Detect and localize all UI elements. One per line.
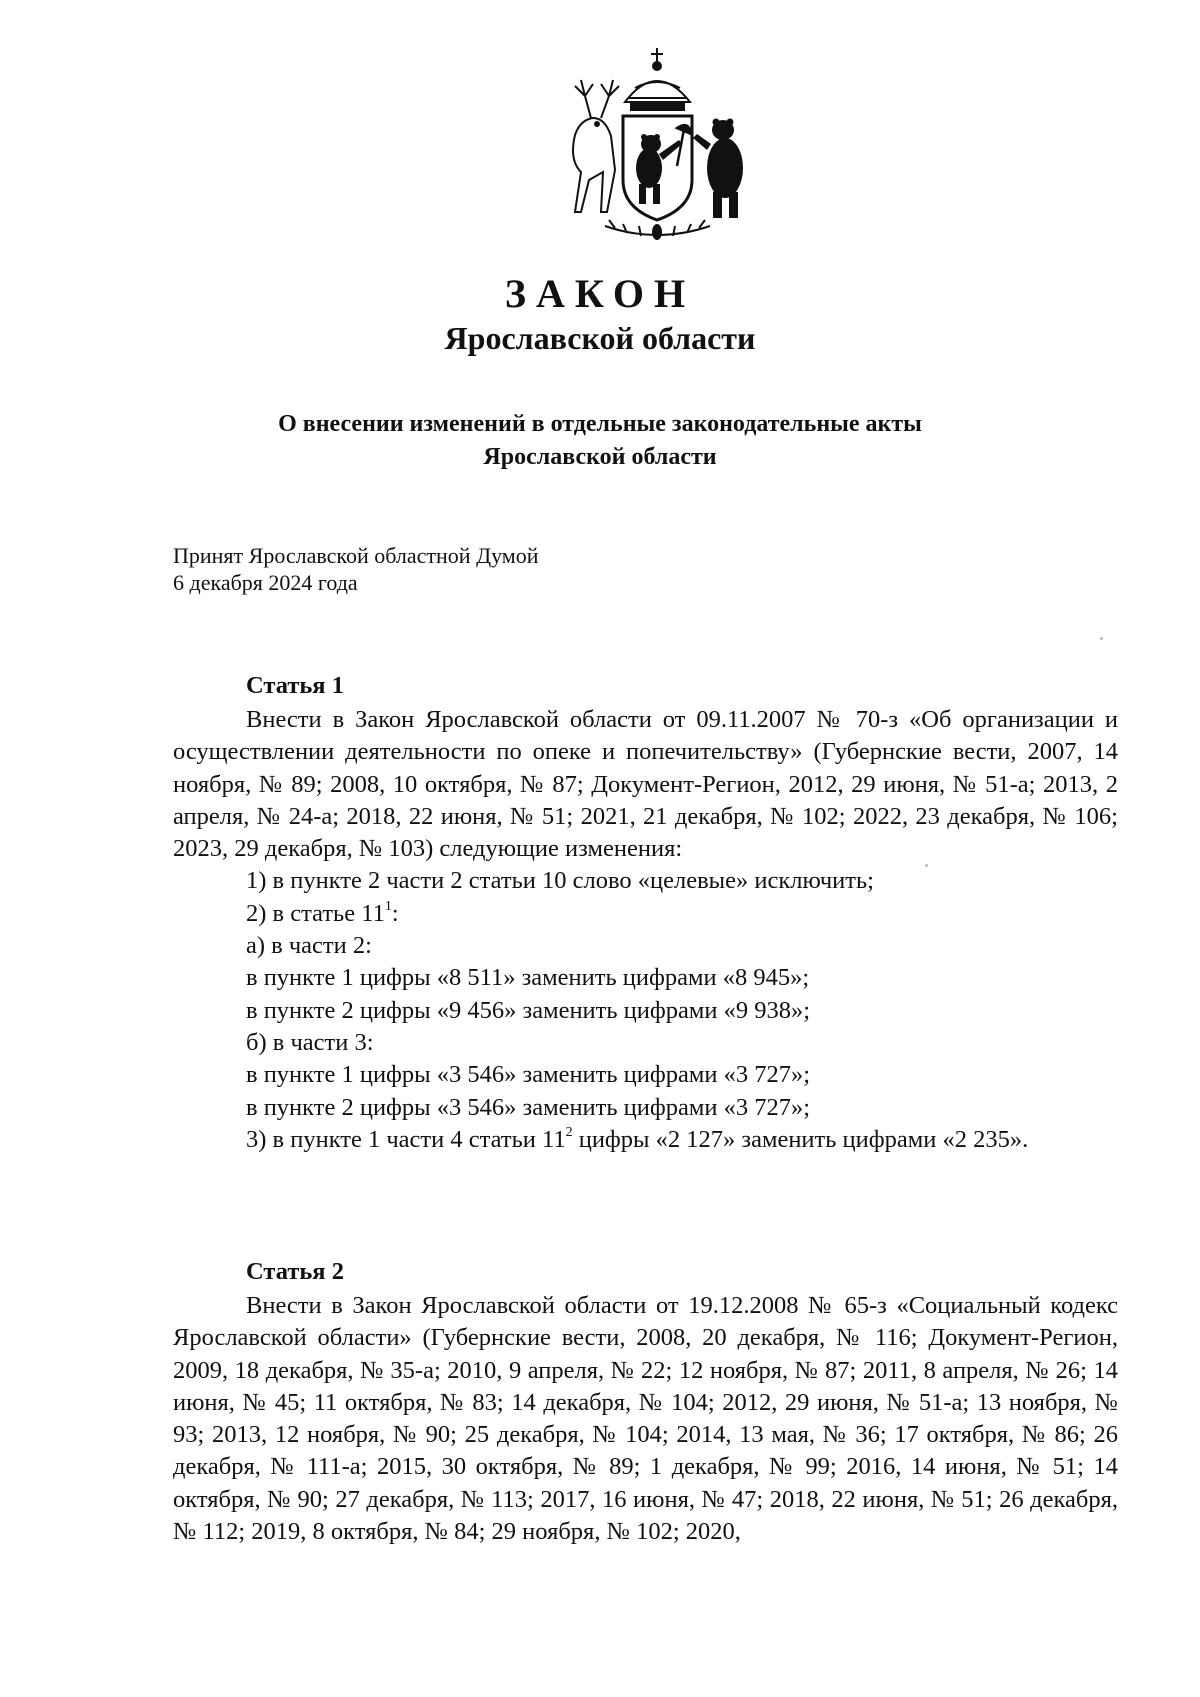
item-3-superscript: 2 [565,1124,573,1140]
scan-speck [925,864,928,867]
article-1-heading: Статья 1 [246,672,344,699]
item-2-superscript: 1 [384,898,392,914]
article-1-item-2 [173,898,1118,930]
article-1-intro: Внести в Закон Ярославской области от 09.11.2007 № 70-з «Об организации и осуществлении деятельности по опеке и попечительству» (Губернские вести, 2007, 14 ноября, № 89; 2008, 10 октября, № 87; Документ-Регион, 2012, 29 июня, № 51-а; 2013, 2 апреля, № 24-а; 2018, 22 июня, № 51; 2021, 21 декабря, № 102; 2022, 23 декабря, № 106; 2023, 29 декабря, № 103) следующие изменения: [173,706,1118,863]
article-1-item-2a-1: в пункте 1 цифры «8 511» заменить цифрами «8 945»; [246,964,810,992]
article-1-item-2b: б) в части 3: [246,1028,374,1056]
adoption-body: Принят Ярославской областной Думой [173,543,539,568]
scan-speck [1100,637,1103,640]
article-1-item-2a: а) в части 2: [246,932,372,960]
item-2-text: 2) в статье 11 [246,899,385,927]
item-3-text: 3) в пункте 1 части 4 статьи 11 [246,1125,566,1153]
article-1-item-2a-2: в пункте 2 цифры «9 456» заменить цифрами «9 938»; [246,996,811,1024]
article-1-item-3 [173,1124,1118,1156]
article-1-item-2b-2: в пункте 2 цифры «3 546» заменить цифрами «3 727»; [246,1093,811,1121]
issuing-region-heading: Ярославской области [444,320,756,356]
document-name-line-1: О внесении изменений в отдельные законодательные акты [278,411,922,437]
document-type-heading: ЗАКОН [504,271,696,316]
item-3-rest: цифры «2 127» заменить цифрами «2 235». [572,1125,1029,1153]
article-2-intro: Внести в Закон Ярославской области от 19.12.2008 № 65-з «Социальный кодекс Ярославской области» (Губернские вести, 2008, 20 декабря, № 116; Документ-Регион, 2009, 18 декабря, № 35-а; 2010, 9 апреля, № 22; 12 ноября, № 87; 2011, 8 апреля, № 26; 14 июня, № 45; 11 октября, № 83; 14 декабря, № 104; 2012, 29 июня, № 51-а; 13 ноября, № 93; 2013, 12 ноября, № 90; 25 декабря, № 104; 2014, 13 мая, № 36; 17 октября, № 86; 26 декабря, № 111-а; 2015, 30 октября, № 89; 1 декабря, № 99; 2016, 14 июня, № 51; 14 октября, № 90; 27 декабря, № 113; 2017, 16 июня, № 47; 2018, 22 июня, № 51; 26 декабря, № 112; 2019, 8 октября, № 84; 29 ноября, № 102; 2020, [173,1292,1118,1546]
adoption-date: 6 декабря 2024 года [173,570,358,595]
article-2-heading: Статья 2 [246,1258,344,1285]
article-1 [173,668,1118,1156]
article-1-item-1: 1) в пункте 2 части 2 статьи 10 слово «целевые» исключить; [246,867,874,895]
article-1-item-2b-1: в пункте 1 цифры «3 546» заменить цифрами «3 727»; [246,1061,811,1089]
coat-of-arms-emblem [545,40,770,245]
item-2-colon: : [391,899,399,927]
document-name-line-2: Ярославской области [483,444,717,470]
adoption-note [173,542,539,596]
document-name [150,408,1050,474]
article-2 [173,1254,1118,1548]
